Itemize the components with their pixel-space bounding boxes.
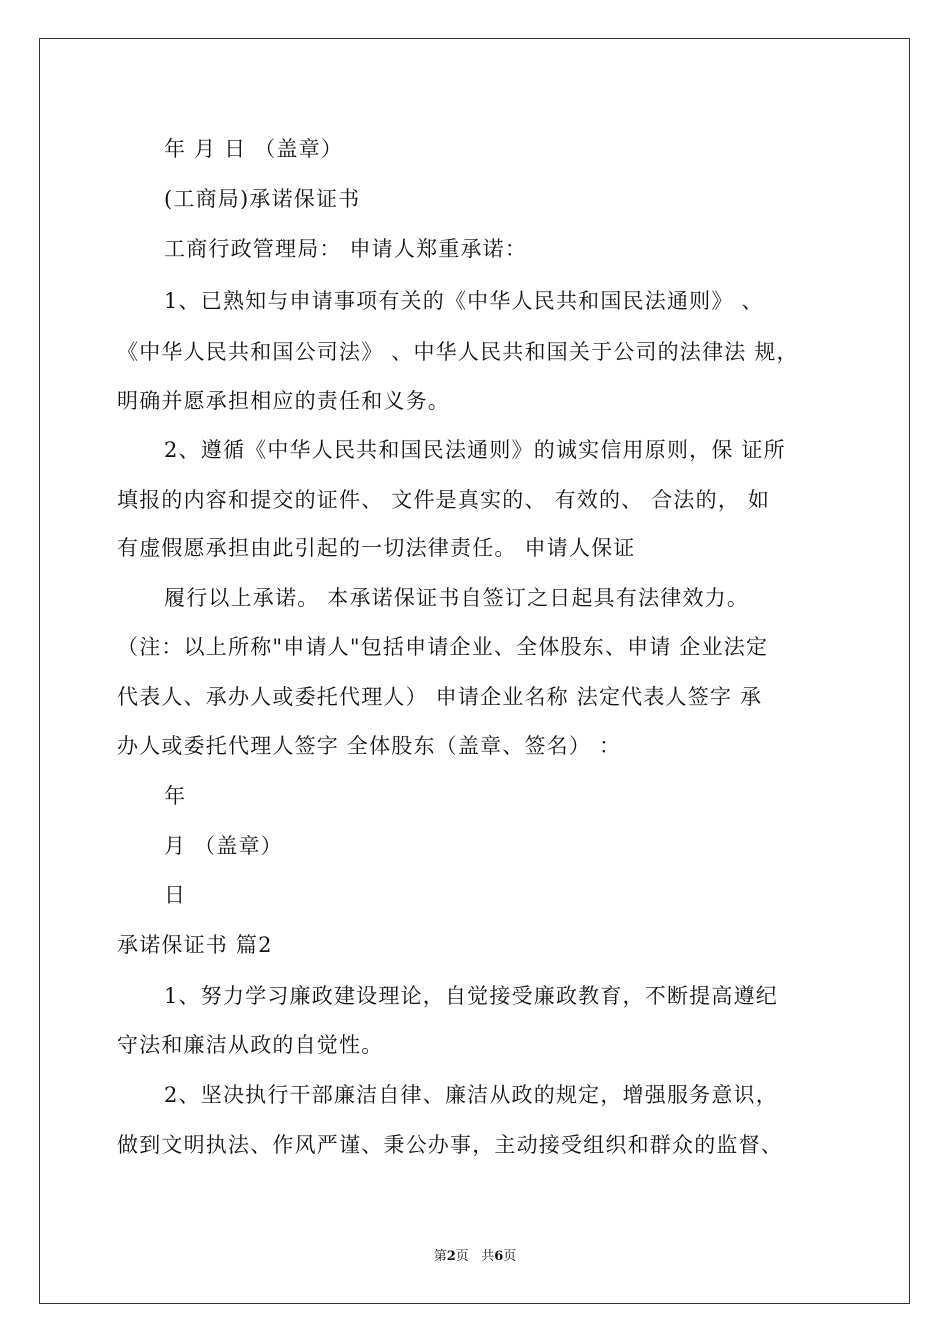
text-line: 履行以上承诺。 本承诺保证书自签订之日起具有法律效力。	[164, 586, 750, 610]
text-line: 2、坚决执行干部廉洁自律、廉洁从政的规定，增强服务意识，	[164, 1083, 778, 1107]
footer-prefix: 第	[433, 1249, 447, 1264]
total-page-count: 6	[494, 1249, 504, 1264]
text-line: 代表人、承办人或委托代理人） 申请企业名称 法定代表人签字 承	[117, 685, 763, 709]
text-line: （注：以上所称"申请人"包括申请企业、全体股东、申请 企业法定	[117, 635, 769, 659]
text-line: 2、遵循《中华人民共和国民法通则》的诚实信用原则，保 证所	[164, 438, 786, 462]
text-line: 《中华人民共和国公司法》 、中华人民共和国关于公司的法律法 规，	[117, 340, 799, 364]
text-line: 办人或委托代理人签字 全体股东（盖章、签名） ：	[117, 734, 622, 758]
text-line: (工商局)承诺保证书	[164, 187, 361, 211]
footer-total-prefix: 共	[481, 1249, 495, 1264]
text-line: 明确并愿承担相应的责任和义务。	[117, 389, 450, 413]
text-line: 有虚假愿承担由此引起的一切法律责任。 申请人保证	[117, 536, 636, 560]
footer-page-suffix: 页	[455, 1249, 469, 1264]
page-border	[39, 38, 910, 1304]
text-line: 做到文明执法、作风严谨、秉公办事，主动接受组织和群众的监督、	[117, 1133, 783, 1157]
text-line: 年	[164, 784, 187, 808]
text-line: 1、努力学习廉政建设理论，自觉接受廉政教育，不断提高遵纪	[164, 984, 778, 1008]
text-line: 日	[164, 883, 187, 907]
text-line: 填报的内容和提交的证件、 文件是真实的、 有效的、 合法的， 如	[117, 488, 771, 512]
page-footer	[0, 1248, 950, 1266]
text-line: 年 月 日 （盖章）	[164, 137, 344, 161]
footer-total-suffix: 页	[503, 1249, 517, 1264]
text-line: 1、已熟知与申请事项有关的《中华人民共和国民法通则》 、	[164, 289, 764, 313]
section-heading: 承诺保证书 篇2	[117, 933, 273, 957]
text-line: 月 （盖章）	[164, 834, 283, 858]
text-line: 守法和廉洁从政的自觉性。	[117, 1033, 384, 1057]
text-line: 工商行政管理局： 申请人郑重承诺：	[164, 237, 528, 261]
current-page-number: 2	[446, 1249, 456, 1264]
